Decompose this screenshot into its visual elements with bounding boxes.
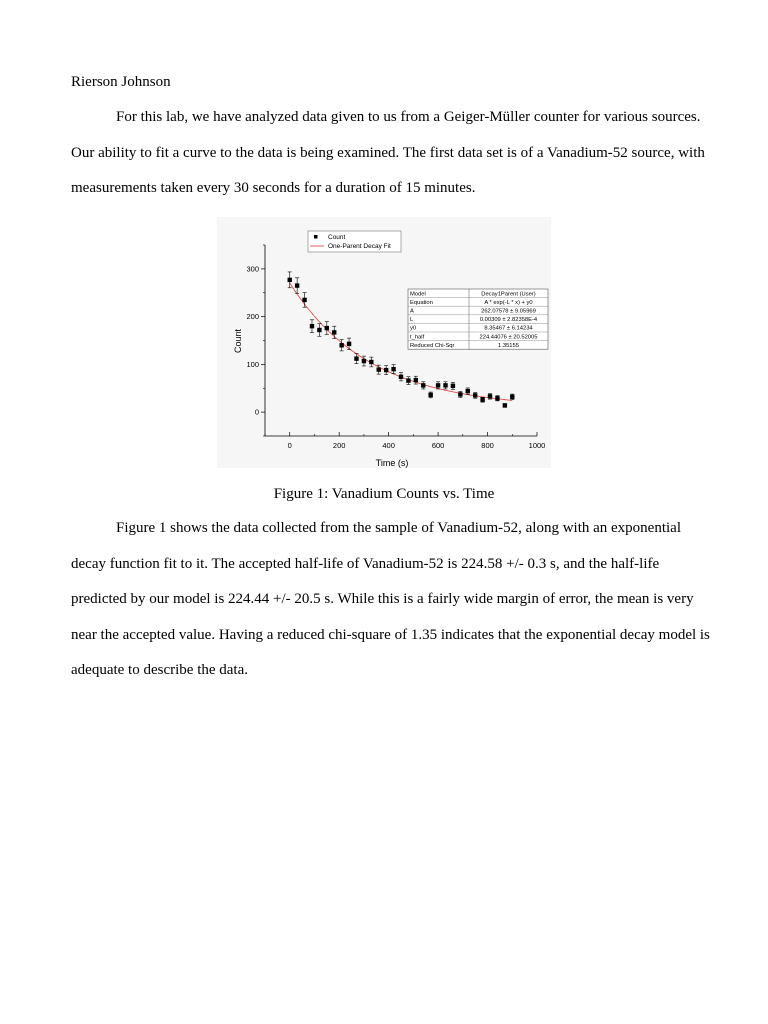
y-tick-label: 0 [254, 407, 259, 417]
data-point [421, 383, 425, 387]
decay-chart-svg [217, 217, 551, 468]
data-point [458, 392, 462, 396]
data-point [473, 393, 477, 397]
legend-label-fit: One-Parent Decay Fit [328, 243, 391, 250]
data-point [414, 378, 418, 382]
data-point [399, 375, 403, 379]
table-cell-label: L [410, 317, 414, 324]
table-cell-value: A * exp(-L * x) + y0 [484, 299, 533, 306]
data-point [428, 393, 432, 397]
data-point [466, 389, 470, 393]
table-cell-value: 1.35155 [498, 342, 519, 349]
x-tick-label: 800 [481, 441, 494, 450]
y-tick-label: 200 [246, 312, 259, 322]
table-cell-value: 8.35467 ± 6.14234 [484, 325, 533, 332]
y-tick-label: 300 [246, 264, 259, 274]
data-point [384, 368, 388, 372]
data-point [295, 283, 299, 287]
data-point [332, 330, 336, 334]
author-name: Rierson Johnson [71, 74, 171, 90]
x-tick-label: 0 [287, 441, 292, 450]
figure-caption: Figure 1: Vanadium Counts vs. Time [273, 486, 495, 502]
table-cell-value: 0.00309 ± 2.82358E-4 [479, 317, 538, 324]
intro-paragraph [71, 100, 711, 207]
legend-point-marker [314, 235, 318, 239]
data-point [495, 396, 499, 400]
intro-paragraph-text: For this lab, we have analyzed data given to us from a Geiger-Müller counter for various sources. Our ability to fit a curve to the data is being examined. The first data set is of a Vanadium-52 source, with measurements taken every 30 seconds for a duration of 15 minutes. [71, 109, 705, 197]
x-tick-label: 600 [431, 441, 445, 450]
figure-vanadium-chart [217, 217, 551, 468]
table-cell-value: Decay1Parent (User) [481, 291, 536, 298]
analysis-paragraph-text: Figure 1 shows the data collected from the sample of Vanadium-52, along with an exponential decay function fit to it. The accepted half-life of Vanadium-52 is 224.58 +/- 0.3 s, and the half-life predicted by our model is 224.44 +/- 20.5 s. While this is a fairly wide margin of error, the mean is very near the accepted value. Having a reduced chi-square of 1.35 indicates that the exponential decay model is adequate to describe the data. [71, 520, 710, 679]
data-point [391, 367, 395, 371]
x-tick-label: 200 [332, 441, 346, 450]
table-cell-label: A [410, 308, 414, 315]
data-point [443, 383, 447, 387]
data-point [406, 378, 410, 382]
x-tick-label: 400 [382, 441, 395, 450]
data-point [510, 395, 514, 399]
data-point [317, 328, 321, 332]
data-point [436, 383, 440, 387]
table-cell-label: Reduced Chi-Sqr [410, 342, 455, 349]
data-point [451, 384, 455, 388]
x-tick-label: 1000 [528, 441, 546, 450]
table-cell-label: t_half [410, 334, 425, 341]
table-cell-value: 262.07578 ± 9.05969 [481, 308, 536, 315]
data-point [480, 398, 484, 402]
data-point [369, 360, 373, 364]
data-point [288, 278, 292, 282]
data-point [339, 343, 343, 347]
x-axis-label: Time (s) [375, 458, 409, 468]
data-point [302, 298, 306, 302]
y-tick-label: 100 [246, 359, 259, 369]
data-point [488, 394, 492, 398]
table-cell-label: y0 [410, 325, 417, 332]
data-point [347, 342, 351, 346]
data-point [362, 359, 366, 363]
fit-results-table [408, 289, 548, 349]
y-axis-label: Count [233, 328, 243, 354]
data-point [503, 403, 507, 407]
data-point [310, 324, 314, 328]
chart-legend [308, 231, 401, 252]
legend-label-count: Count [328, 234, 346, 241]
data-point [377, 367, 381, 371]
data-point [325, 326, 329, 330]
table-cell-label: Model [410, 291, 426, 298]
table-cell-value: 224.44076 ± 20.52005 [479, 334, 538, 341]
data-point [354, 356, 358, 360]
analysis-paragraph [71, 511, 711, 689]
table-cell-label: Equation [410, 299, 433, 306]
